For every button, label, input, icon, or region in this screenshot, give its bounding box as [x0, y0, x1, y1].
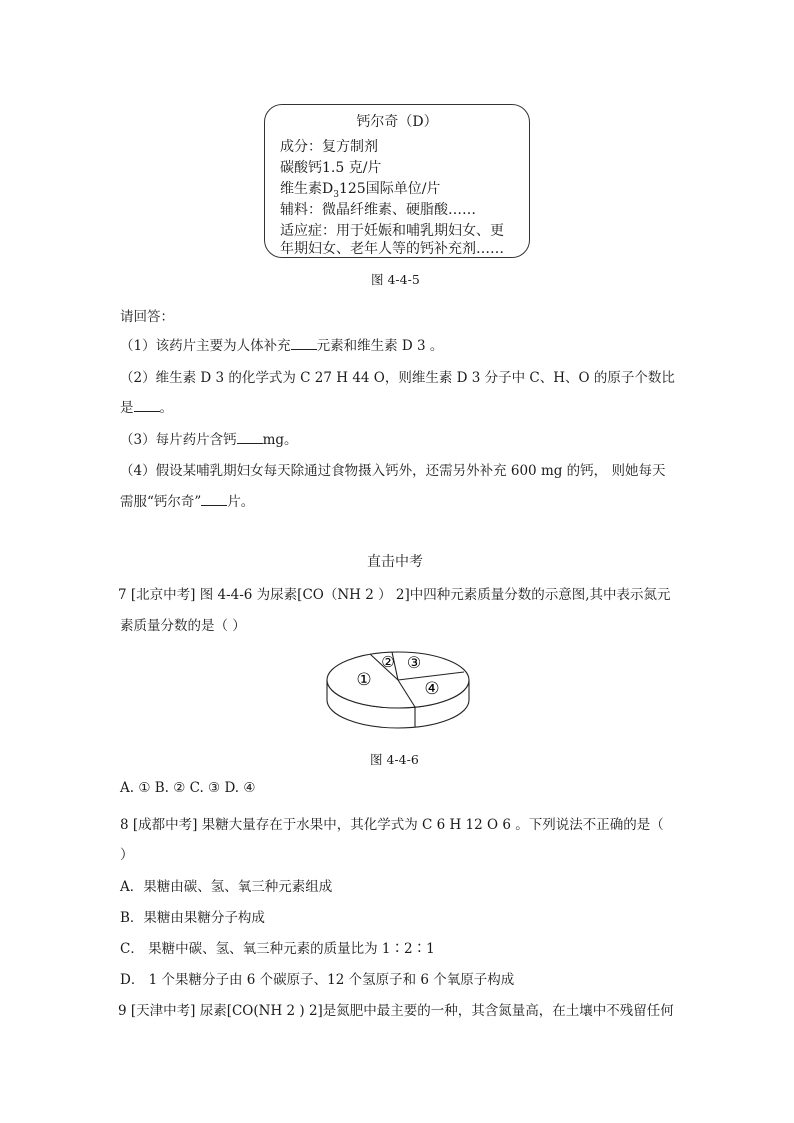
question-4-line-1: （4）假设某哺乳期妇女每天除通过食物摄入钙外，还需另外补充 600 mg 的钙， 则她每天	[120, 463, 666, 479]
label-line-ingredients: 成分：复方制剂	[280, 139, 378, 155]
q1-text-a: （1）该药片主要为人体补充	[120, 338, 291, 354]
pie-label-2: ②	[381, 653, 395, 671]
q1-blank[interactable]	[291, 337, 317, 350]
q2-blank[interactable]	[134, 399, 160, 412]
pie-label-1: ①	[356, 670, 372, 690]
question-4-line-2	[120, 490, 254, 510]
question-8-line-2: ）	[120, 847, 134, 863]
question-8-option-b: B．果糖由果糖分子构成	[120, 910, 265, 926]
question-9-line-1: 9 [天津中考] 尿素[CO(NH 2 ) 2]是氮肥中最主要的一种，其含氮量高，在土壤中不残留任何	[118, 1003, 674, 1019]
label-line-indications-1: 适应症：用于妊娠和哺乳期妇女、更	[280, 223, 504, 239]
figure-caption-4-4-5: 图 4-4-5	[371, 272, 420, 287]
vitamin-amount: 125国际单位/片	[338, 181, 441, 197]
question-8-option-a: A．果糖由碳、氢、氧三种元素组成	[120, 879, 333, 895]
q2-text-c: 。	[159, 400, 173, 416]
question-8-line-1: 8 [成都中考] 果糖大量存在于水果中，其化学式为 C 6 H 12 O 6 。下列说法不正确的是（	[120, 817, 664, 833]
q1-text-b: 元素和维生素 D 3 。	[316, 338, 444, 354]
q3-blank[interactable]	[237, 431, 263, 444]
figure-caption-4-4-6: 图 4-4-6	[370, 752, 419, 767]
prompt-text: 请回答：	[120, 309, 174, 325]
vitamin-main: 维生素D	[280, 181, 334, 197]
question-7-line-2: 素质量分数的是（ ）	[120, 618, 246, 634]
vitamin-subscript: 3	[333, 189, 339, 200]
q4-blank[interactable]	[201, 493, 227, 506]
label-line-excipients: 辅料：微晶纤维素、硬脂酸……	[280, 202, 476, 218]
pie-label-3: ③	[406, 653, 422, 672]
question-2-line-2	[120, 396, 173, 416]
medicine-label-box	[264, 104, 530, 258]
question-8-option-d: D． 1 个果糖分子由 6 个碳原子、12 个氢原子和 6 个氧原子构成	[120, 972, 515, 988]
label-line-calcium-carbonate: 碳酸钙1.5 克/片	[280, 160, 382, 176]
q3-text-b: mg。	[262, 432, 298, 448]
question-3	[120, 428, 298, 448]
q4-text-b: 需服“钙尔奇”	[120, 494, 202, 510]
pie-label-4: ④	[424, 679, 440, 699]
question-7-options: A. ① B. ② C. ③ D. ④	[120, 780, 256, 796]
urea-pie-chart	[322, 642, 474, 732]
question-7-line-1: 7 [北京中考] 图 4-4-6 为尿素[CO（NH 2 ） 2]中四种元素质量分数的示意图,其中表示氮元	[118, 587, 671, 603]
label-title: 钙尔奇（D）	[356, 114, 438, 130]
label-line-vitamin	[280, 178, 440, 200]
section-title: 直击中考	[367, 554, 423, 570]
q2-text-b: 是	[120, 400, 134, 416]
q4-text-c: 片。	[227, 494, 255, 510]
question-8-option-c: C． 果糖中碳、氢、氧三种元素的质量比为 1∶2∶1	[120, 941, 435, 957]
label-line-indications-2: 年期妇女、老年人等的钙补充剂……	[280, 241, 504, 257]
question-2-line-1: （2）维生素 D 3 的化学式为 C 27 H 44 O，则维生素 D 3 分子中 C、H、O 的原子个数比	[120, 370, 675, 386]
question-1	[120, 334, 443, 354]
q3-text-a: （3）每片药片含钙	[120, 432, 237, 448]
